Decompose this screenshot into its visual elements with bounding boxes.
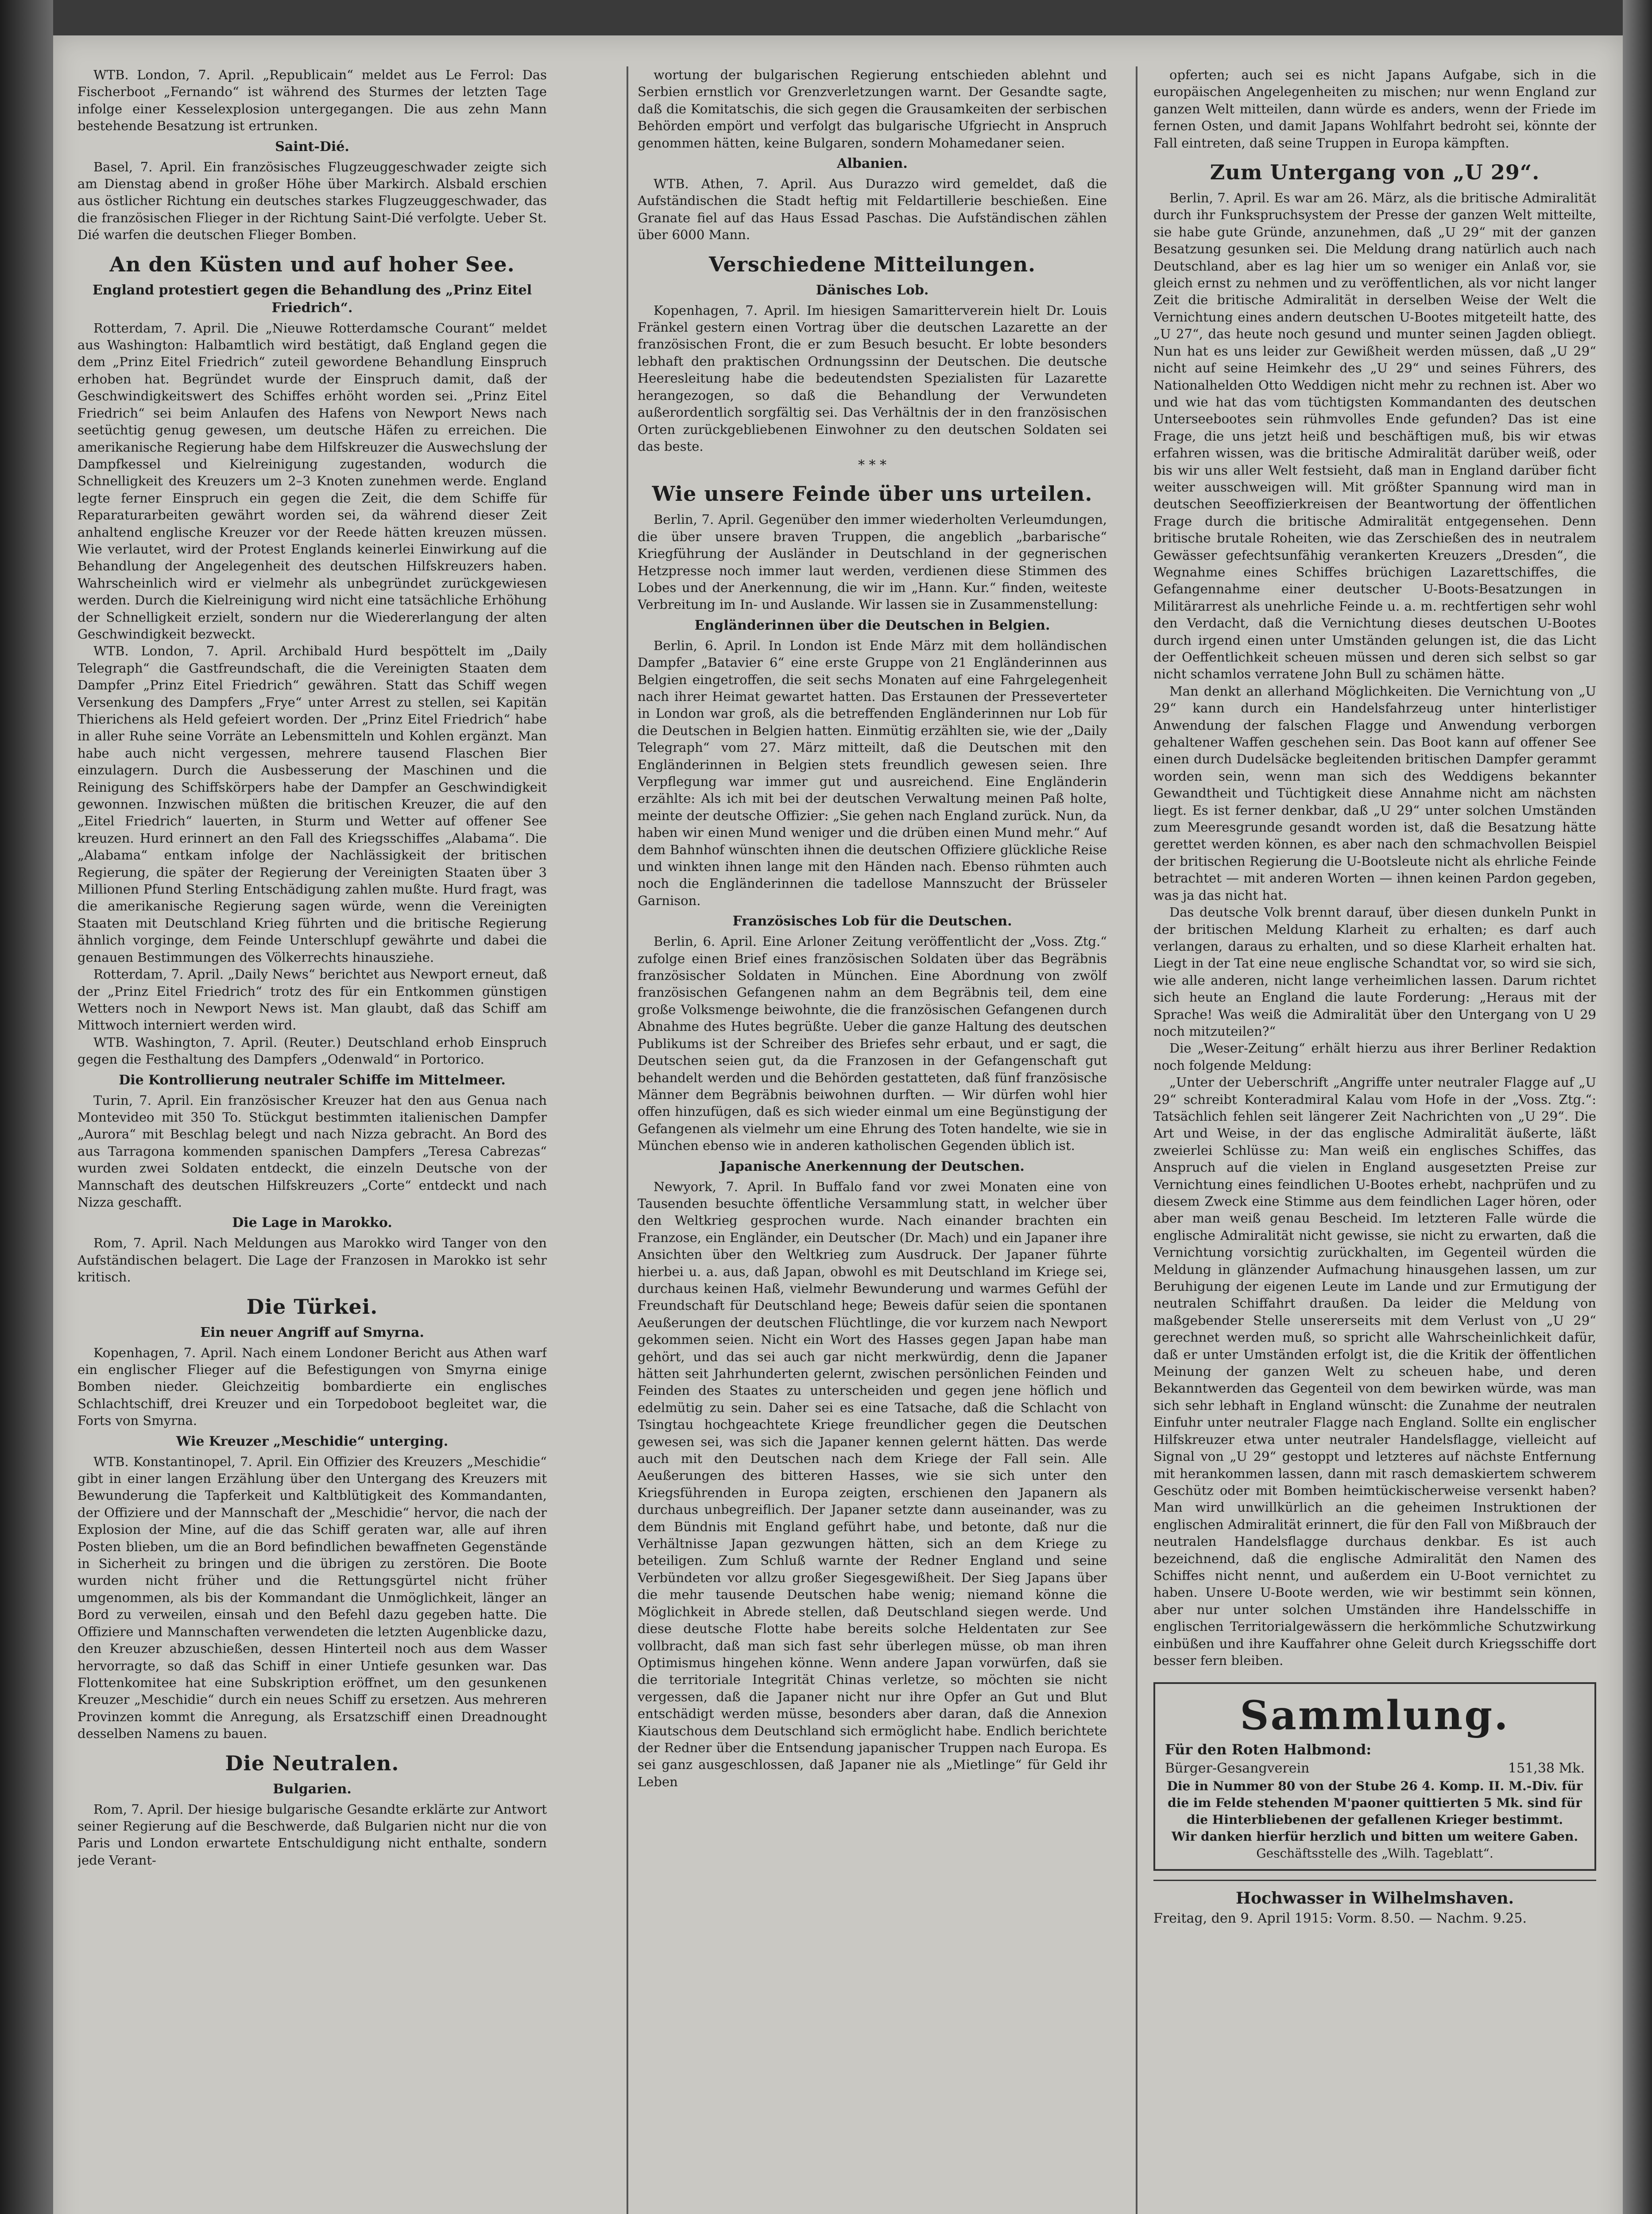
- article-headline: Die Neutralen.: [225, 1751, 399, 1775]
- collection-thanks: Wir danken hierfür herzlich und bitten um weitere Gaben.: [1171, 1829, 1578, 1844]
- article-paragraph: WTB. Konstantinopel, 7. April. Ein Offizier des Kreuzers „Meschidie“ gibt in einer langen Erzählung über den Untergang des Kreuzers mit Bewunderung die Tapferkeit und Kaltblütigkeit des Kommandanten, der Offiziere und der Mannschaft der „Meschidie“ hervor, die nach der Explosion der Mine, auf die das Schiff geraten war, alle auf ihren Posten blieben, um die an Bord befindlichen bewaffneten Gegenstände in Sicherheit zu bringen und die übrigen zu zerstören. Die Boote wurden nicht früher und die Rettungsgürtel nicht früher umgenommen, als bis der Kommandant die Unmöglichkeit, länger an Bord zu verweilen, einsah und den Befehl dazu gegeben hatte. Die Offiziere und Mannschaften verwendeten die letzten Augenblicke dazu, den Kreuzer abzuschießen, dessen Hinterteil noch aus dem Wasser hervorragte, so daß das Schiff in einer Untiefe gesunken war. Das Flottenkomitee hat eine Subskription eröffnet, um den gesunkenen Kreuzer „Meschidie“ durch ein neues Schiff zu ersetzen. Aus mehreren Provinzen kommt die Anregung, als Ersatzschiff einen Dreadnought desselben Namens zu bauen.: [77, 1454, 547, 1742]
- article-subhead: England protestiert gegen die Behandlung des „Prinz Eitel Friedrich“.: [92, 282, 532, 316]
- article-subhead: Saint-Dié.: [275, 139, 349, 155]
- article-headline: An den Küsten und auf hoher See.: [109, 252, 515, 276]
- entry-value: 151,38 Mk.: [1508, 1761, 1585, 1777]
- article-paragraph: WTB. London, 7. April. „Republicain“ meldet aus Le Ferrol: Das Fischerboot „Fernando“ ist während des Sturmes der letzten Tage infolge einer Kesselexplosion untergegangen. Die aus zehn Mann bestehende Besatzung ist ertrunken.: [77, 67, 547, 134]
- article-subhead: Wie Kreuzer „Meschidie“ unterging.: [176, 1433, 449, 1449]
- article-subhead: Engländerinnen über die Deutschen in Belgien.: [694, 617, 1050, 633]
- article-subhead: Französisches Lob für die Deutschen.: [732, 913, 1012, 929]
- collection-entry: [1165, 1759, 1585, 1778]
- article-subhead: Ein neuer Angriff auf Smyrna.: [200, 1324, 424, 1340]
- article-paragraph: WTB. Athen, 7. April. Aus Durazzo wird gemeldet, daß die Aufständischen die Stadt heftig mit Feldartillerie beschießen. Eine Granate fiel auf das Haus Essad Paschas. Die Aufständischen zählen über 6000 Mann.: [638, 176, 1107, 243]
- section-divider: * * *: [858, 457, 887, 473]
- column-rule: [1136, 66, 1137, 2214]
- article-paragraph: Die „Weser-Zeitung“ erhält hierzu aus ihrer Berliner Redaktion noch folgende Meldung:: [1153, 1041, 1596, 1073]
- article-paragraph: Kopenhagen, 7. April. Im hiesigen Samaritterverein hielt Dr. Louis Fränkel gestern einen Vortrag über die deutschen Lazarette an der französischen Front, die er zum Besuch besucht. Er lobte besonders lebhaft den praktischen Ordnungssinn der Deutschen. Die deutsche Heeresleitung habe die bedeutendsten Spezialisten für Lazarette herangezogen, so daß die Behandlung der Verwundeten außerordentlich sorgfältig sei. Das Verhältnis der in den französischen Orten zurückgebliebenen Einwohner zu den deutschen Soldaten sei das beste.: [638, 302, 1107, 454]
- article-paragraph: Turin, 7. April. Ein französischer Kreuzer hat den aus Genua nach Montevideo mit 350 To. Stückgut bestimmten italienischen Dampfer „Aurora“ mit Beschlag belegt und nach Nizza gebracht. An Bord des aus Tarragona kommenden spanischen Dampfers „Teresa Cabrezas“ wurden zwei Soldaten entdeckt, die einzeln Deutsche von der Mannschaft des deutschen Hilfskreuzers „Corte“ entdeckt und nach Nizza geschafft.: [77, 1092, 547, 1210]
- article-paragraph: Berlin, 6. April. In London ist Ende März mit dem holländischen Dampfer „Batavier 6“ eine erste Gruppe von 21 Engländerinnen aus Belgien eingetroffen, die seit sechs Monaten auf eine Fahrgelegenheit nach ihrer Heimat gewartet hatten. Das Erstaunen der Presseverteter in London war groß, als die betreffenden Engländerinnen nur Lob für die Deutschen in Belgien hatten. Einmütig erzählten sie, wie der „Daily Telegraph“ vom 27. März mitteilt, daß die Deutschen mit den Engländerinnen in Belgien stets freundlich gewesen seien. Ihre Verpflegung war immer gut und ausreichend. Eine Engländerin erzählte: Als ich mit bei der deutschen Verwaltung meinen Paß holte, meinte der deutsche Offizier: „Sie gehen nach England zurück. Nun, da haben wir einen Mund weniger und die drüben einen Mund mehr.“ Auf dem Bahnhof wünschten ihnen die deutschen Offiziere glückliche Reise und winkten ihnen lange mit den Händen nach. Ebenso rühmten auch noch die Engländerinnen die tadellose Mannszucht der Brüsseler Garnison.: [638, 638, 1107, 908]
- article-subhead: Bulgarien.: [273, 1781, 352, 1797]
- article-paragraph: opferten; auch sei es nicht Japans Aufgabe, sich in die europäischen Angelegenheiten zu mischen; nur wenn England zur ganzen Welt mitteilen, dann würde es anders, wenn der Friede im fernen Osten, und damit Japans Wohlfahrt bedroht sei, könnte der Fall eintreten, daß seine Truppen in Europa kämpften.: [1153, 67, 1596, 151]
- article-subhead: Japanische Anerkennung der Deutschen.: [720, 1158, 1025, 1174]
- column-rule: [627, 66, 628, 2214]
- column-middle: [638, 66, 1107, 2214]
- article-subhead: Die Lage in Marokko.: [232, 1215, 392, 1231]
- binding-shadow: [0, 0, 53, 2214]
- collection-office: Geschäftsstelle des „Wilh. Tageblatt“.: [1256, 1846, 1493, 1861]
- article-paragraph: Das deutsche Volk brennt darauf, über diesen dunkeln Punkt in der britischen Meldung Klarheit zu erhalten; es darf auch verlangen, daraus zu erhalten, und so diese Klarheit erhalten hat. Liegt in der Tat eine neue englische Schandtat vor, so wird sie sich, wie alle anderen, nicht lange verheimlichen lassen. Darum richtet sich heute an England die laute Forderung: „Heraus mit der Sprache! Was weiß die Admiralität über den Untergang von U 29 noch mitzuteilen?“: [1153, 905, 1596, 1039]
- article-paragraph: WTB. London, 7. April. Archibald Hurd bespöttelt im „Daily Telegraph“ die Gastfreundschaft, die die Vereinigten Staaten dem Dampfer „Prinz Eitel Friedrich“ gewähren. Statt das Schiff wegen Versenkung des Dampfers „Frye“ unter Arrest zu stellen, sei Kapitän Thierichens als Held gefeiert worden. Der „Prinz Eitel Friedrich“ habe in aller Ruhe seine Vorräte an Lebensmitteln und Kohlen ergänzt. Man habe auch nicht vergessen, mehrere tausend Flaschen Bier einzulagern. Durch die Ausbesserung der Maschinen und die Reinigung des Schiffskörpers habe der Dampfer an Geschwindigkeit gewonnen. Inzwischen müßten die britischen Kreuzer, die auf den „Eitel Friedrich“ lauerten, in Sturm und Wetter auf offener See kreuzen. Hurd erinnert an den Fall des Kriegsschiffes „Alabama“. Die „Alabama“ entkam infolge der Nachlässigkeit der britischen Regierung, die später der Regierung der Vereinigten Staaten über 3 Millionen Pfund Sterling Entschädigung zahlen mußte. Hurd fragt, was die amerikanische Regierung sagen würde, wenn die Vereinigten Staaten mit Deutschland Krieg führten und die britische Regierung ähnlich vorginge, dem Feinde Unterschlupf gewährte und dabei die genauen Bestimmungen des Völkerrechts hinausziehe.: [77, 643, 547, 965]
- article-paragraph: Rom, 7. April. Nach Meldungen aus Marokko wird Tanger von den Aufständischen belagert. Die Lage der Franzosen in Marokko ist sehr kritisch.: [77, 1235, 547, 1285]
- collection-note: Die in Nummer 80 von der Stube 26 4. Komp. II. M.-Div. für die im Felde stehenden M'paoner quittierten 5 Mk. sind für die Hinterbliebenen der gefallenen Krieger bestimmt.: [1167, 1779, 1583, 1827]
- article-subhead: Dänisches Lob.: [816, 282, 929, 298]
- article-subhead: Die Kontrollierung neutraler Schiffe im Mittelmeer.: [119, 1072, 506, 1088]
- article-paragraph: Berlin, 7. April. Es war am 26. März, als die britische Admiralität durch ihr Funkspruchsystem der Presse der ganzen Welt mitteilte, sie habe gute Gründe, anzunehmen, daß „U 29“ mit der ganzen Besatzung gesunken sei. Die Meldung drang natürlich auch nach Deutschland, aber es lag hier um so weniger ein Anlaß vor, sie gleich ernst zu nehmen und zu veröffentlichen, als vor nicht langer Zeit die britische Admiralität in derselben Weise der Welt die Vernichtung eines andern deutschen U-Bootes mitgeteilt hatte, des „U 27“, das heute noch gesund und munter seinen Jagden obliegt. Nun hat es uns leider zur Gewißheit werden müssen, daß „U 29“ nicht auf seine Heimkehr des „U 29“ und seines Führers, des Nationalhelden Otto Weddigen nicht mehr zu rechnen ist. Aber wo und wie hat das vom tüchtigsten Kommandanten des deutschen Unterseebootes sein rühmvolles Ende gefunden? Das ist eine Frage, die uns jetzt heiß und beschäftigen muß, bis wir etwas erfahren wissen, was die britische Admiralität darüber weiß, oder bis wir uns aller Welt festsieht, daß man in England darüber ficht weiter ausschweigen will. Mit größter Spannung wird man in deutschen Seeoffizierkreisen der Beantwortung der öffentlichen Frage durch die britische Admiralität entgegensehen. Denn britische brutale Roheiten, wie das Zerschießen des in neutralem Gewässer gefechtsunfähig verankerten Kreuzers „Dresden“, die Wegnahme eines Schiffes brüchigen Lazarettschiffes, die Gefangennahme einer deutscher U-Boots-Besatzungen in Militärarrest als unehrliche Feinde u. a. m. rechtfertigen sehr wohl den Verdacht, daß die Vernichtung dieses deutschen U-Bootes durch irgend einen unter Umständen gelungen ist, die das Licht der Oeffentlichkeit scheuen müssen und deren sich selbst so gar nicht schamlos verratene John Bull zu schämen hätte.: [1153, 190, 1596, 682]
- column-right: [1153, 66, 1596, 2214]
- article-paragraph: Rotterdam, 7. April. Die „Nieuwe Rotterdamsche Courant“ meldet aus Washington: Halbamtlich wird bestätigt, daß England gegen die dem „Prinz Eitel Friedrich“ zuteil gewordene Behandlung Einspruch erhoben hat. Begründet wurde der Einspruch damit, daß der Geschwindigkeitswert des Schiffes erhöht worden sei. „Prinz Eitel Friedrich“ sei beim Anlaufen des Hafens von Newport News nach seetüchtig genug gewesen, um deutsche Häfen zu erreichen. Die amerikanische Regierung habe dem Hilfskreuzer die Auswechslung der Dampfkessel und Kielreinigung zugestanden, wodurch die Schnelligkeit des Kreuzers um 2–3 Knoten zunehmen werde. England legte ferner Einspruch ein gegen die Zeit, die dem Schiffe für Reparaturarbeiten gewährt worden sei, da während dieser Zeit anhaltend englische Kreuzer vor der Reede hätten kreuzen müssen. Wie verlautet, wird der Protest Englands keinerlei Einwirkung auf die Behandlung der Angelegenheit des deutschen Hilfskreuzers haben. Wahrscheinlich wird er vielmehr als unbegründet zurückgewiesen werden. Durch die Kielreinigung wird nicht eine tatsächliche Erhöhung der Schnelligkeit erzielt, sondern nur die Wiedererlangung der alten Geschwindigkeit bezweckt.: [77, 320, 547, 642]
- article-paragraph: wortung der bulgarischen Regierung entschieden ablehnt und Serbien ernstlich vor Grenzverletzungen warnt. Der Gesandte sagte, daß die Komitatschis, die sich gegen die Grausamkeiten der serbischen Behörden empört und verfolgt das bulgarische Ufgriecht in Anspruch genommen hätten, keine Bulgaren, sondern Mohamedaner seien.: [638, 67, 1107, 151]
- collection-box: [1153, 1682, 1596, 1871]
- tide-times: Freitag, den 9. April 1915: Vorm. 8.50. — Nachm. 9.25.: [1153, 1911, 1527, 1927]
- column-left: [77, 66, 547, 2214]
- article-subhead: Albanien.: [837, 156, 908, 172]
- tide-title: Hochwasser in Wilhelmshaven.: [1153, 1880, 1596, 1909]
- article-paragraph: Rom, 7. April. Der hiesige bulgarische Gesandte erklärte zur Antwort seiner Regierung auf die Beschwerde, daß Bulgarien nicht nur die von Paris und London erwartete Entschuldigung nicht enthalte, sondern jede Verant-: [77, 1801, 547, 1868]
- article-paragraph: Kopenhagen, 7. April. Nach einem Londoner Bericht aus Athen warf ein englischer Flieger auf die Befestigungen von Smyrna einige Bomben nieder. Gleichzeitig bombardierte ein englisches Schlachtschiff, drei Kreuzer und ein Torpedoboot begleitet war, die Forts von Smyrna.: [77, 1345, 547, 1428]
- article-headline: Zum Untergang von „U 29“.: [1210, 160, 1540, 185]
- article-paragraph: Rotterdam, 7. April. „Daily News“ berichtet aus Newport erneut, daß der „Prinz Eitel Friedrich“ trotz des für ein Entkommen günstigen Wetters noch in Newport News ist. Man glaubt, daß das Schiff am Mittwoch interniert werden wird.: [77, 967, 547, 1033]
- entry-label: Bürger-Gesangverein: [1165, 1761, 1310, 1777]
- article-paragraph: WTB. Washington, 7. April. (Reuter.) Deutschland erhob Einspruch gegen die Festhaltung des Dampfers „Odenwald“ in Portorico.: [77, 1034, 547, 1067]
- article-paragraph: Berlin, 7. April. Gegenüber den immer wiederholten Verleumdungen, die über unsere braven Truppen, die angeblich „barbarische“ Kriegführung der Ausländer in Deutschland in der gegnerischen Hetzpresse noch immer laut werden, verdienen diese Stimmen des Lobes und der Anerkennung, die wir im „Hann. Kur.“ finden, weiteste Verbreitung im In- und Auslande. Wir lassen sie in Zusammenstellung:: [638, 512, 1107, 612]
- article-headline: Verschiedene Mitteilungen.: [708, 252, 1036, 276]
- collection-title: Sammlung.: [1240, 1692, 1510, 1739]
- article-paragraph: Basel, 7. April. Ein französisches Flugzeuggeschwader zeigte sich am Dienstag abend in großer Höhe über Markirch. Alsbald erschien aus östlicher Richtung ein deutsches starkes Flugzeuggeschwader, das die französischen Flieger in der Richtung Saint-Dié verfolgte. Ueber St. Dié warfen die deutschen Flieger Bomben.: [77, 159, 547, 243]
- collection-subtitle: Für den Roten Halbmond:: [1165, 1741, 1372, 1758]
- article-headline: Wie unsere Feinde über uns urteilen.: [652, 482, 1093, 506]
- article-headline: Die Türkei.: [246, 1294, 378, 1319]
- article-paragraph: „Unter der Ueberschrift „Angriffe unter neutraler Flagge auf „U 29“ schreibt Konteradmiral Kalau vom Hofe in der „Voss. Ztg.“: Tatsächlich fehlen seit längerer Zeit Nachrichten von „U 29“. Die Art und Weise, in der das englische Admiralität äußerte, läßt zweierlei Schlüsse zu: Man weiß ein englisches Schiffes, das Anspruch auf die vielen in England ausgesetzten Preise zur Vernichtung eines feindlichen U-Bootes erhebt, nachprüfen und zu diesem Zweck eine Stimme aus dem feindlichen Lager hören, oder aber man weiß genau Bescheid. Im letzteren Falle würde die englische Admiralität nicht gewisse, sie nicht zu erwarten, daß die Vernichtung vorsichtig zurückhalten, im Gegenteil würden die Meldung in glänzender Aufmachung hinausgehen lassen, um zur Beruhigung der eigenen Leute im Lande und zur Ermutigung der neutralen Schiffahrt draußen. Da leider die Meldung von maßgebender Stelle unsererseits mit dem Verlust von „U 29“ gerechnet werden muß, so spricht alle Wahrscheinlichkeit dafür, daß er unter Umständen erfolgt ist, die die Kritik der öffentlichen Meinung der ganzen Welt zu scheuen habe, und deren Bekanntwerden das Gegenteil von dem bewirken würde, was man sich sehr lebhaft in England wünscht: die Zunahme der neutralen Einfuhr unter neutraler Flagge nach England. Sollte ein englischer Hilfskreuzer etwa unter neutraler Handelsflagge, vielleicht auf Signal von „U 29“ gestoppt und letzteres auf nächste Entfernung mit herankommen lassen, dann mit rasch demaskiertem schwerem Geschütz oder mit Bomben heimtückischerweise versenkt haben? Man wird unwillkürlich an die geheimen Instruktionen der englischen Admiralität erinnert, die für den Fall von Mißbrauch der neutralen Handelsflagge durchaus denkbar. Es ist auch bezeichnend, daß die englische Admiralität den Namen des Schiffes nicht nennt, und außerdem ein U-Boot vernichtet zu haben. Unsere U-Boote werden, wie wir bestimmt sein können, aber nur unter solchen Umständen ihre Handelsschiffe in englischen Territorialgewässern die herkömmliche Schutzwirkung einbüßen und ihre Kauffahrer ohne Geleit durch Kriegsschiffe dort besser fern bleiben.: [1153, 1075, 1596, 1668]
- article-paragraph: Berlin, 6. April. Eine Arloner Zeitung veröffentlicht der „Voss. Ztg.“ zufolge einen Brief eines französischen Soldaten über das Begräbnis französischer Soldaten in München. Eine Abordnung von zwölf französischen Gefangenen nahm an dem Begräbnis teil, dem eine große Volksmenge beiwohnte, die die französischen Gefangenen durch Abnahme des Hutes begrüßte. Ueber die ganze Haltung des deutschen Publikums ist der Schreiber des Briefes sehr erbaut, und er sagt, die Deutschen seien gut, da die Franzosen in der Gefangenschaft gut behandelt werden und die Behörden gestatteten, daß fünf französische Männer dem Begräbnis beiwohnen durften. — Wir dürfen wohl hier offen hinzufügen, daß es sich wieder einmal um eine Begünstigung der Gefangenen als vielmehr um eine Ehrung des Toten handelte, wie sie in München ebenso wie in anderen katholischen Gegenden üblich ist.: [638, 934, 1107, 1153]
- article-paragraph: Man denkt an allerhand Möglichkeiten. Die Vernichtung von „U 29“ kann durch ein Handelsfahrzeug unter hinterlistiger Anwendung der falschen Flagge und Anwendung verborgen gehaltener Waffen geschehen sein. Das Boot kann auf offener See einen durch Dudelsäcke begleitenden britischen Dampfer gerammt worden sein, wenn man sich des Weddigens bekannter Gewandtheit und Tüchtigkeit diese Annahme nicht am nächsten liegt. Es ist ferner denkbar, daß „U 29“ unter solchen Umständen zum Meeresgrunde gesandt worden ist, daß die Besatzung hätte gerettet werden können, es aber nach den schmachvollen Beispiel der britischen Regierung die U-Bootsleute nicht als ehrliche Feinde betrachtet — mit anderen Worten — ihnen keinen Pardon gegeben, was ja das nicht hat.: [1153, 683, 1596, 903]
- page-edge: [1623, 0, 1652, 2214]
- article-paragraph: Newyork, 7. April. In Buffalo fand vor zwei Monaten eine von Tausenden besuchte öffentliche Versammlung statt, in welcher über den Weltkrieg gesprochen wurde. Nach einander brachten ein Franzose, ein Engländer, ein Deutscher (Dr. Mach) und ein Japaner ihre Ansichten über den Weltkrieg zum Ausdruck. Der Japaner führte hierbei u. a. aus, daß Japan, obwohl es mit Deutschland im Kriege sei, durchaus keinen Haß, vielmehr Bewunderung und warmes Gefühl der Freundschaft für Deutschland hege; Beweis dafür seien die spontanen Aeußerungen der deutschen Flüchtlinge, die vor kurzem nach Newport gekommen seien. Nicht ein Wort des Hasses gegen Japan habe man gehört, und das sei auch gar nicht merkwürdig, denn die Japaner hätten seit Jahrhunderten gelernt, zwischen persönlichen Feinden und Feinden des Staates zu unterscheiden und gegen jene höflich und edelmütig zu sein. Daher sei es eine Tatsache, daß die Schlacht von Tsingtau hochgeachtete Kriege freundlicher gegen die Deutschen gewesen sei, was sich die Japaner kennen gelernt hätten. Das werde auch mit den Deutschen nach dem Kriege der Fall sein. Alle Aeußerungen des bitteren Hasses, wie sie sich unter den Kriegsführenden in Europa zeigten, erschienen den Japanern als durchaus unbegreiflich. Der Japaner setzte dann auseinander, was zu dem Bündnis mit England geführt habe, und betonte, daß nur die Verhältnisse Japan gezwungen hätten, sich an dem Kriege zu beteiligen. Zum Schluß warnte der Redner England und seine Verbündeten vor allzu großer Siegesgewißheit. Der Sieg Japans über die mehr tausende Deutschen habe wenig; niemand könne die Möglichkeit in Abrede stellen, daß Deutschland siegen werde. Und diese deutsche Flotte habe bereits solche Heldentaten zur See vollbracht, daß man sich fast sehr überlegen müsse, ob man ihren Optimismus hingehen könne. Wenn andere Japan vorwürfen, daß sie die territoriale Integrität Chinas verletze, so möchten sie nicht vergessen, daß die Japaner nicht nur ihre Opfer an Gut und Blut entschädigt werden müsse, besonders aber daran, daß die Annexion Kiautschous dem Deutschland sich ermöglicht habe. Endlich berichtete der Redner über die Entsendung japanischer Truppen nach Europa. Es sei ganz ausgeschlossen, daß Japaner nie als „Mietlinge“ für Geld ihr Leben: [638, 1179, 1107, 1789]
